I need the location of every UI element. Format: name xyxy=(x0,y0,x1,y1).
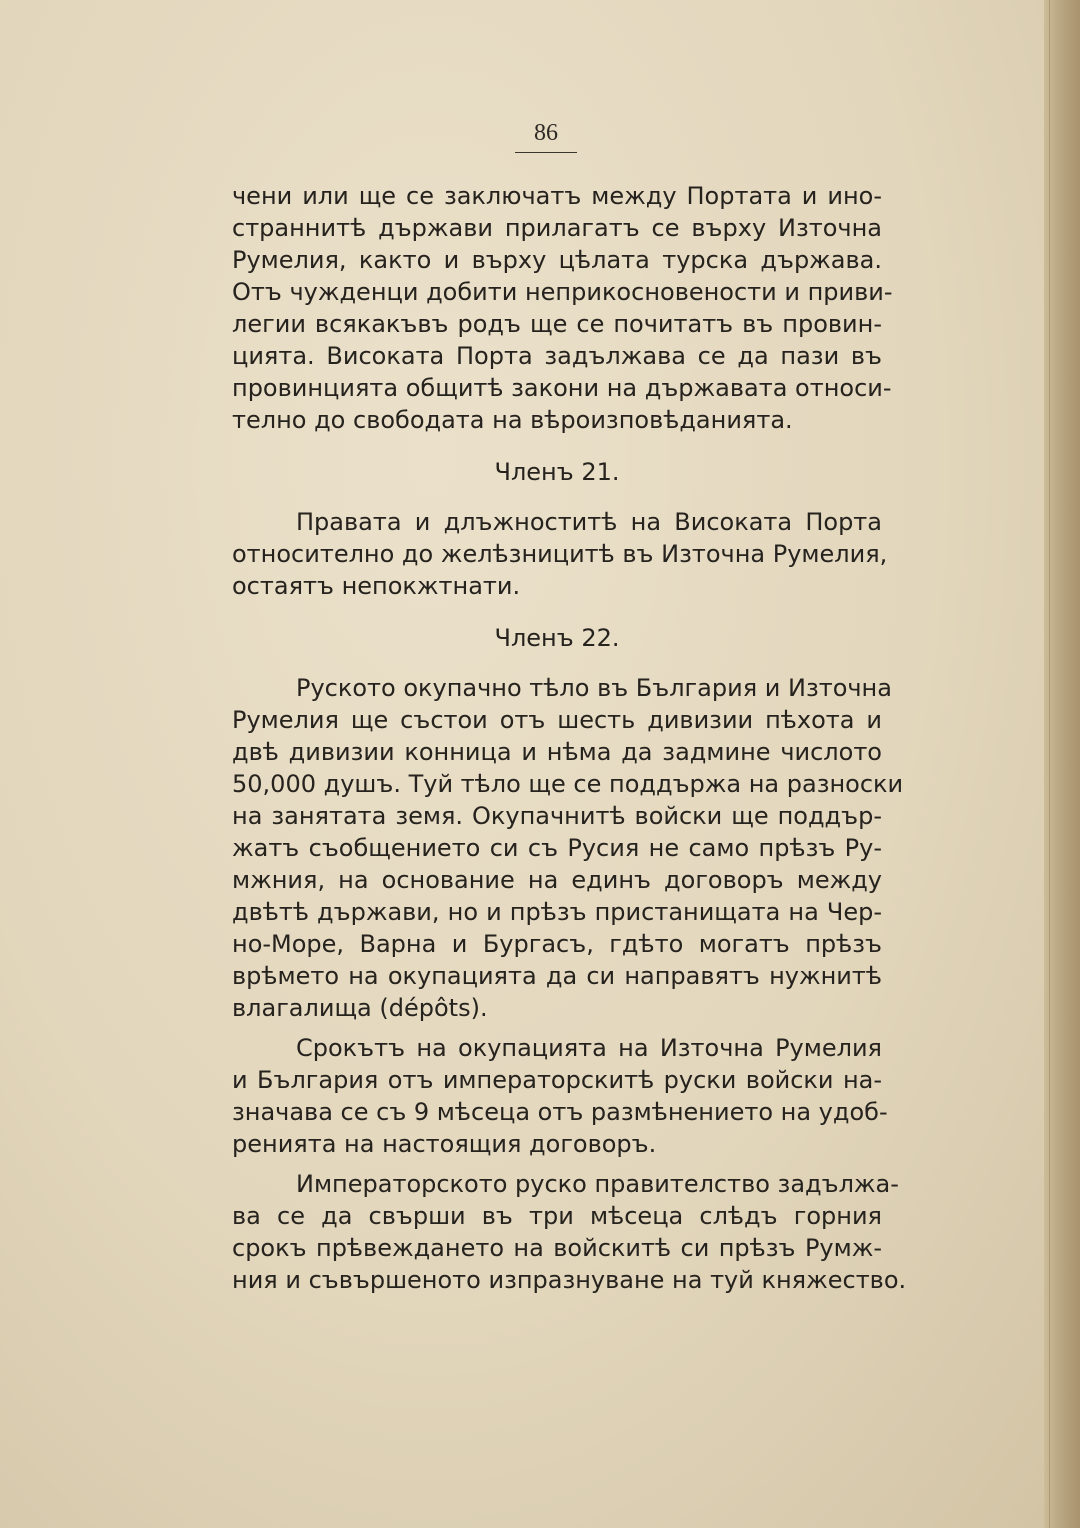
text-line: чени или ще се заключатъ между Портата и ино- xyxy=(232,182,882,210)
text-line: значава се съ 9 мѣсеца отъ размѣнението на удоб- xyxy=(232,1098,888,1126)
article-22-paragraph-2 xyxy=(232,1032,888,1160)
text-line: влагалища (dépôts). xyxy=(232,994,488,1022)
text-line: остаятъ непокжтнати. xyxy=(232,572,521,600)
article-21-heading: Членъ 21. xyxy=(494,458,620,486)
text-line: Руското окупачно тѣло въ България и Източна xyxy=(296,674,892,702)
page-number: 86 xyxy=(534,120,558,146)
paragraph-continuation xyxy=(232,180,893,436)
article-22-paragraph-1 xyxy=(232,672,904,1024)
text-line: телно до свободата на вѣроизповѣданията. xyxy=(232,406,793,434)
text-line: ва се да свърши въ три мѣсеца слѣдъ горния xyxy=(232,1202,882,1230)
text-line: двѣтѣ държави, но и прѣзъ пристанищата на Чер- xyxy=(232,898,882,926)
text-line: Румелия ще състои отъ шесть дивизии пѣхота и xyxy=(232,706,882,734)
text-line: 50,000 душъ. Туй тѣло ще се поддържа на разноски xyxy=(232,770,904,798)
text-line: Правата и длъжноститѣ на Високата Порта xyxy=(296,508,882,536)
text-line: ренията на настоящия договоръ. xyxy=(232,1130,657,1158)
text-line: страннитѣ държави прилагатъ се върху Източна xyxy=(232,214,882,242)
text-line: и България отъ императорскитѣ руски войски на- xyxy=(232,1066,882,1094)
text-line: провинцията общитѣ закони на държавата относи- xyxy=(232,374,892,402)
text-line: двѣ дивизии конница и нѣма да задмине числото xyxy=(232,738,882,766)
article-22-paragraph-3 xyxy=(232,1168,907,1296)
article-21-paragraph xyxy=(232,506,888,602)
body-text xyxy=(232,180,907,1296)
text-line: относително до желѣзницитѣ въ Източна Румелия, xyxy=(232,540,888,568)
text-line: мжния, на основание на единъ договоръ между xyxy=(232,866,882,894)
text-line: ния и съвършеното изпразнуване на туй княжество. xyxy=(232,1266,907,1294)
text-line: легии всякакъвъ родъ ще се почитатъ въ провин- xyxy=(232,310,882,338)
page-number-rule xyxy=(515,152,577,153)
spine-edge-line xyxy=(1049,0,1050,1528)
text-line: Срокътъ на окупацията на Източна Румелия xyxy=(296,1034,882,1062)
text-line: жатъ съобщението си съ Русия не само прѣзъ Ру- xyxy=(232,834,882,862)
text-line: Императорското руско правителство задължа- xyxy=(296,1170,899,1198)
text-line: на занятата земя. Окупачнитѣ войски ще поддър- xyxy=(232,802,882,830)
article-22-heading: Членъ 22. xyxy=(494,624,620,652)
text-line: но-Море, Варна и Бургасъ, гдѣто могатъ прѣзъ xyxy=(232,930,882,958)
text-line: Румелия, както и върху цѣлата турска държава. xyxy=(232,246,882,274)
text-line: врѣмето на окупацията да си направятъ нужнитѣ xyxy=(232,962,882,990)
text-line: цията. Високата Порта задължава се да пази въ xyxy=(232,342,882,370)
text-line: Отъ чужденци добити неприкосновености и приви- xyxy=(232,278,893,306)
text-line: срокъ прѣвеждането на войскитѣ си прѣзъ Румж- xyxy=(232,1234,882,1262)
